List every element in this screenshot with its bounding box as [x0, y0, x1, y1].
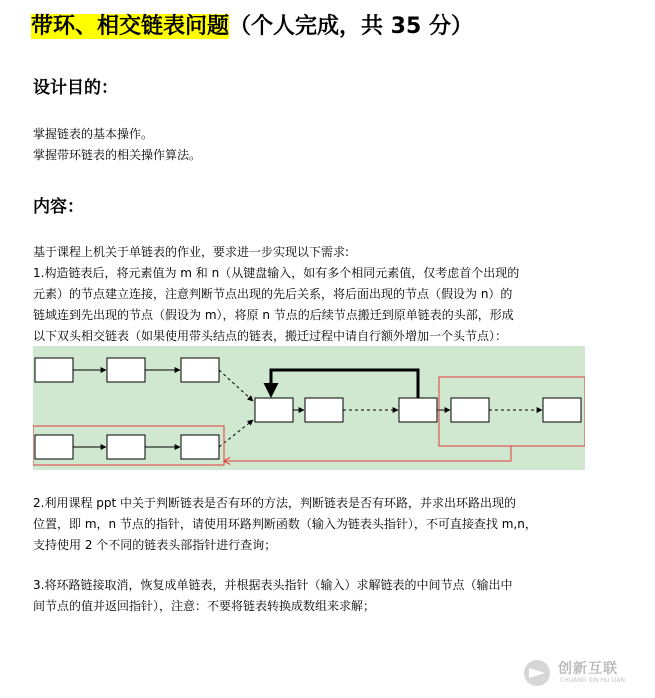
- item1-line-2: 元素）的节点建立连接，注意判断节点出现的先后关系，将后面出现的节点（假设为 n）的: [33, 287, 513, 301]
- list-node: [35, 358, 73, 382]
- item2-line-1: 2.利用课程 ppt 中关于判断链表是否有环的方法，判断链表是否有环路，并求出环路出现的: [33, 496, 517, 510]
- list-node: [35, 435, 73, 459]
- double-head-linked-list-diagram: [33, 346, 585, 470]
- list-node: [107, 435, 145, 459]
- list-node: [107, 358, 145, 382]
- title-highlighted: 带环、相交链表问题: [31, 14, 230, 39]
- intro-line: 基于课程上机关于单链表的作业，要求进一步实现以下需求:: [33, 245, 350, 259]
- design-line-1: 掌握链表的基本操作。: [33, 127, 154, 141]
- node-n: [399, 398, 437, 422]
- list-node: [181, 435, 219, 459]
- title-rest: （个人完成，共 35 分）: [229, 14, 473, 39]
- item1-line-3: 链域连到先出现的节点（假设为 m），将原 n 节点的后续节点搬迁到原单链表的头部，形成: [33, 308, 514, 322]
- list-node: [305, 398, 343, 422]
- item3-line-2: 间节点的值并返回指针），注意：不要将链表转换成数组来求解；: [33, 599, 376, 613]
- item1-line-1: 1.构造链表后，将元素值为 m 和 n（从键盘输入，如有多个相同元素值，仅考虑首个出现的: [33, 266, 520, 280]
- content-heading: 内容：: [33, 197, 84, 217]
- page-title: [31, 12, 473, 42]
- item2-line-2: 位置，即 m，n 节点的指针，请使用环路判断函数（输入为链表头指针），不可直接查找 m,n，: [33, 517, 537, 531]
- item3-line-1: 3.将环路链接取消，恢复成单链表，并根据表头指针（输入）求解链表的中间节点（输出中: [33, 578, 513, 592]
- list-node: [543, 398, 581, 422]
- node-m: [255, 398, 293, 422]
- watermark-subtext: CHUANG XIN HU LIAN: [560, 677, 626, 684]
- item2-line-3: 支持使用 2 个不同的链表头部指针进行查询；: [33, 538, 277, 552]
- design-heading: 设计目的：: [33, 78, 118, 98]
- watermark-text: 创新互联: [558, 661, 618, 677]
- list-node: [451, 398, 489, 422]
- list-node: [181, 358, 219, 382]
- design-line-2: 掌握带环链表的相关操作算法。: [33, 148, 202, 162]
- item1-line-4: 以下双头相交链表（如果使用带头结点的链表，搬迁过程中请自行额外增加一个头节点）：: [33, 329, 508, 343]
